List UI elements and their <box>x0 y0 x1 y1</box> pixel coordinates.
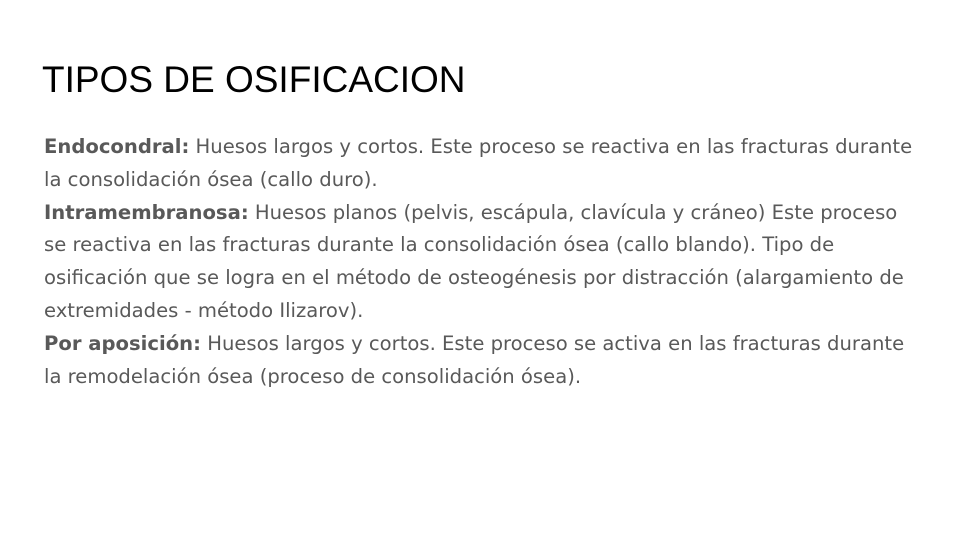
item-term: Endocondral: <box>44 135 190 158</box>
item-description: Huesos largos y cortos. Este proceso se activa en las fracturas durante la remodelación ósea (proceso de consolidación ósea). <box>44 331 905 388</box>
ossification-item-intramembranous <box>44 197 924 328</box>
ossification-item-apposition <box>44 328 924 394</box>
item-term: Intramembranosa: <box>44 200 249 224</box>
ossification-item-endochondral <box>44 131 924 197</box>
slide-title: TIPOS DE OSIFICACION <box>42 59 466 100</box>
item-description: Huesos planos (pelvis, escápula, clavícula y cráneo) Este proceso se reactiva en las fracturas durante la consolidación ósea (callo blando). Tipo de osificación que se logra en el método de osteogénesis por distracción (alargamiento de extremidades - método Ilizarov). <box>44 200 904 322</box>
item-description: Huesos largos y cortos. Este proceso se reactiva en las fracturas durante la consolidación ósea (callo duro). <box>44 135 913 191</box>
slide-body <box>44 131 924 393</box>
item-term: Por aposición: <box>44 331 201 355</box>
